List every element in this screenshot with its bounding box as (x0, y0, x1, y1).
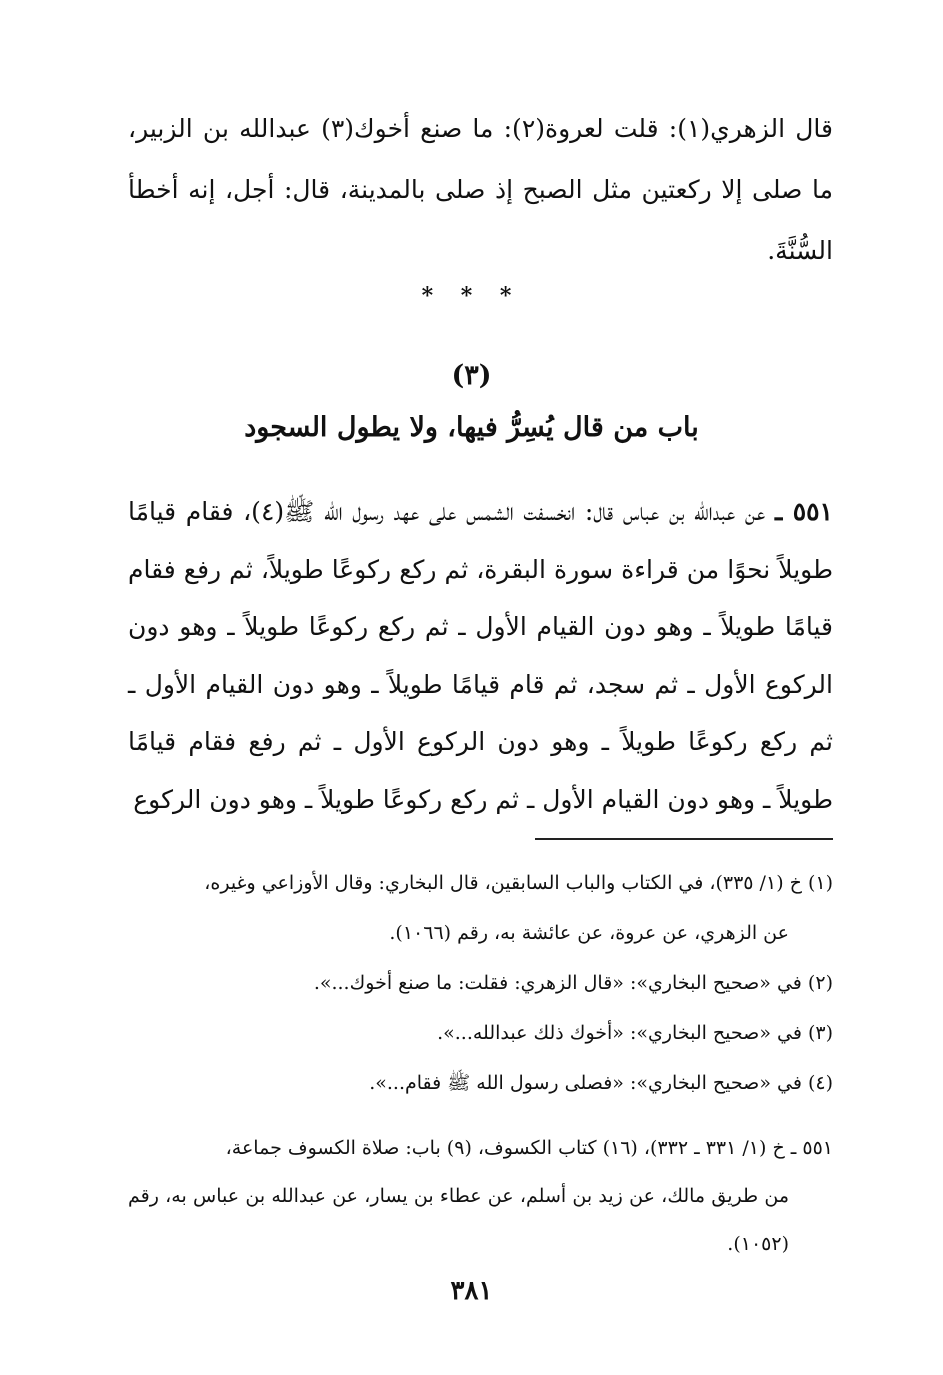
chapter-number: (٣) (451, 360, 492, 391)
footnote-2: (٢) في «صحيح البخاري»: «قال الزهري: فقلت: ما صنع أخوك...». (313, 972, 833, 994)
footnote-divider (535, 838, 833, 840)
hadith-text: عن عبدالله بن عباس قال: انخسفت الشمس على عهد رسول الله ﷺ(٤)، فقام قيامًا طويلاً نحوًا من قراءة سورة البقرة، ثم ركع ركوعًا طويلاً، ثم رفع فقام قيامًا طويلاً ـ وهو دون القيام الأول ـ ثم ركع ركوعًا طويلاً ـ وهو دون الركوع الأول ـ ثم سجد، ثم قام قيامًا طويلاً ـ وهو دون القيام الأول ـ ثم ركع ركوعًا طويلاً ـ وهو دون الركوع الأول ـ ثم رفع فقام قيامًا طويلاً ـ وهو دون القيام الأول ـ ثم ركع ركوعًا طويلاً ـ وهو دون الركوع (128, 497, 833, 814)
intro-paragraph: قال الزهري(١): قلت لعروة(٢): ما صنع أخوك(٣) عبدالله بن الزبير، ما صلى إلا ركعتين مثل الصبح إذ صلى بالمدينة، قال: أجل، إنه أخطأ السُّنَّةَ. (128, 114, 833, 265)
source-line2: من طريق مالك، عن زيد بن أسلم، عن عطاء بن يسار، عن عبدالله بن عباس به، رقم (١٠٥٢). (128, 1185, 789, 1255)
footnote-1-line2: عن الزهري، عن عروة، عن عائشة به، رقم (١٠٦٦). (389, 922, 789, 944)
page-number: ٣٨١ (450, 1276, 493, 1306)
footnotes (128, 858, 833, 1108)
source-note (128, 1124, 833, 1268)
footnote-1 (128, 858, 833, 958)
section-separator: * * * (421, 283, 522, 309)
footnote-4: (٤) في «صحيح البخاري»: «فصلى رسول الله ﷺ فقام...». (369, 1072, 833, 1094)
footnote-3: (٣) في «صحيح البخاري»: «أخوك ذلك عبدالله...». (437, 1022, 833, 1044)
source-line1: ٥٥١ ـ خ (١/ ٣٣١ ـ ٣٣٢)، (١٦) كتاب الكسوف، (٩) باب: صلاة الكسوف جماعة، (225, 1137, 833, 1159)
hadith-paragraph (128, 483, 833, 828)
hadith-number: ٥٥١ ـ (774, 497, 833, 526)
chapter-title: باب من قال يُسِرُّ فيها، ولا يطول السجود (244, 412, 699, 443)
footnote-1-line1: (١) خ (١/ ٣٣٥)، في الكتاب والباب السابقين، قال البخاري: وقال الأوزاعي وغيره، (204, 872, 833, 894)
